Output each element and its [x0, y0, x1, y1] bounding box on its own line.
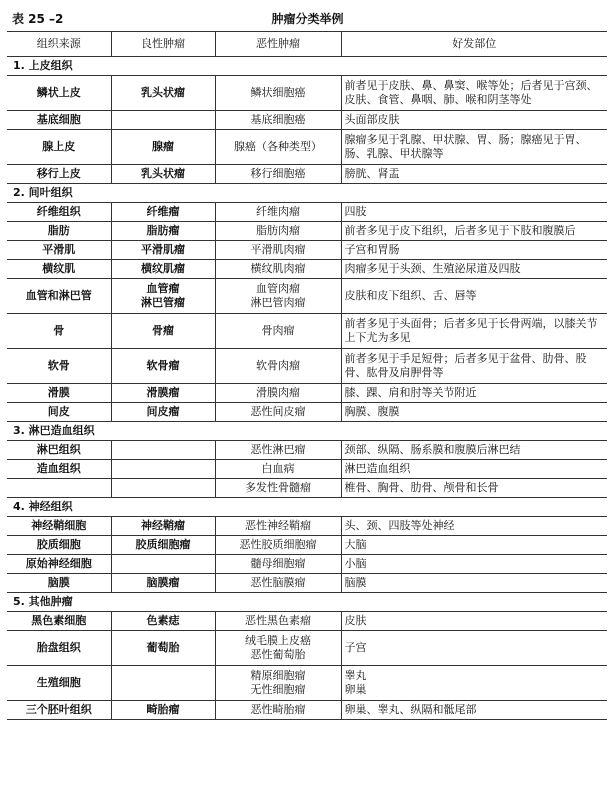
table-row: [7, 314, 607, 349]
table-row: [7, 701, 607, 720]
malignant-name: 髓母细胞瘤: [250, 557, 306, 570]
malignant-cell: [215, 76, 341, 111]
malignant-name: 基底细胞癌: [250, 113, 306, 126]
malignant-cell: [215, 314, 341, 349]
malignant-name: 移行细胞癌: [250, 167, 306, 180]
origin-cell: 三个胚叶组织: [7, 701, 111, 720]
malignant-name: 纤维肉瘤: [256, 205, 300, 218]
benign-name: 纤维瘤: [146, 205, 180, 218]
benign-cell: [111, 241, 215, 260]
group-row: [7, 422, 607, 441]
malignant-cell: [215, 203, 341, 222]
malignant-cell: [215, 701, 341, 720]
origin-cell: 胶质细胞: [7, 536, 111, 555]
site-text: 小脑: [344, 557, 367, 570]
benign-cell: [111, 517, 215, 536]
sites-cell: [341, 701, 607, 720]
malignant-name: 恶性畸胎瘤: [250, 703, 306, 716]
table-row: [7, 555, 607, 574]
benign-name: 骨瘤: [152, 324, 174, 337]
site-text: 头、颈、四肢等处神经: [344, 519, 455, 532]
benign-name: 乳头状瘤: [141, 86, 185, 99]
header-origin: 组织来源: [7, 32, 111, 57]
table-row: [7, 130, 607, 165]
benign-cell: [111, 666, 215, 701]
malignant-name: 恶性黑色素瘤: [245, 614, 311, 627]
malignant-cell: [215, 666, 341, 701]
site-text: 皮肤和皮下组织、舌、唇等: [344, 289, 477, 302]
sites-cell: [341, 517, 607, 536]
sites-cell: [341, 460, 607, 479]
group-label: 3. 淋巴造血组织: [7, 422, 607, 441]
malignant-cell: [215, 631, 341, 666]
table-row: [7, 403, 607, 422]
table-row: [7, 241, 607, 260]
malignant-cell: [215, 403, 341, 422]
origin-cell: 基底细胞: [7, 111, 111, 130]
benign-cell: [111, 111, 215, 130]
sites-cell: [341, 349, 607, 384]
malignant-name: 滑膜肉瘤: [256, 386, 300, 399]
malignant-name: 软骨肉瘤: [256, 359, 300, 372]
malignant-cell: [215, 517, 341, 536]
origin-cell: 腺上皮: [7, 130, 111, 165]
malignant-name: 多发性骨髓瘤: [245, 481, 311, 494]
site-text: 子宫: [344, 641, 367, 654]
origin-cell: [7, 479, 111, 498]
site-text: 头面部皮肤: [344, 113, 400, 126]
sites-cell: [341, 612, 607, 631]
origin-cell: 生殖细胞: [7, 666, 111, 701]
benign-cell: [111, 203, 215, 222]
site-text: 前者见于皮肤、鼻、鼻窦、喉等处；后者见于宫颈、皮肤、食管、鼻咽、肺、喉和阴茎等处: [344, 79, 598, 106]
malignant-cell: [215, 460, 341, 479]
table-row: [7, 479, 607, 498]
malignant-cell: [215, 165, 341, 184]
malignant-cell: [215, 479, 341, 498]
benign-name: 淋巴管瘤: [141, 296, 185, 309]
origin-cell: 血管和淋巴管: [7, 279, 111, 314]
benign-cell: [111, 76, 215, 111]
benign-name: 横纹肌瘤: [141, 262, 185, 275]
benign-cell: [111, 479, 215, 498]
table-row: [7, 460, 607, 479]
benign-cell: [111, 165, 215, 184]
group-row: [7, 498, 607, 517]
benign-cell: [111, 460, 215, 479]
benign-name: 葡萄胎: [146, 641, 180, 654]
sites-cell: [341, 403, 607, 422]
sites-cell: [341, 441, 607, 460]
benign-name: 软骨瘤: [146, 359, 180, 372]
table-row: [7, 111, 607, 130]
benign-cell: [111, 403, 215, 422]
site-text: 淋巴造血组织: [344, 462, 411, 475]
malignant-name: 脂肪肉瘤: [256, 224, 300, 237]
malignant-name: 无性细胞瘤: [250, 683, 306, 696]
site-text: 前者多见于手足短骨；后者多见于盆骨、肋骨、股骨、肱骨及肩胛骨等: [344, 352, 587, 379]
table-title: 肿瘤分类举例: [271, 12, 344, 26]
site-text: 四肢: [344, 205, 367, 218]
malignant-name: 平滑肌肉瘤: [250, 243, 306, 256]
malignant-cell: [215, 349, 341, 384]
benign-cell: [111, 631, 215, 666]
site-text: 前者多见于皮下组织，后者多见于下肢和腹膜后: [344, 224, 576, 237]
origin-cell: 横纹肌: [7, 260, 111, 279]
header-sites: 好发部位: [341, 32, 607, 57]
malignant-name: 绒毛膜上皮癌: [245, 634, 311, 647]
sites-cell: [341, 314, 607, 349]
group-label: 5. 其他肿瘤: [7, 593, 607, 612]
malignant-name: 恶性胶质细胞瘤: [239, 538, 317, 551]
table-row: [7, 222, 607, 241]
benign-cell: [111, 279, 215, 314]
benign-name: 畸胎瘤: [146, 703, 180, 716]
origin-cell: 脑膜: [7, 574, 111, 593]
sites-cell: [341, 631, 607, 666]
sites-cell: [341, 222, 607, 241]
origin-cell: 骨: [7, 314, 111, 349]
benign-name: 血管瘤: [146, 282, 180, 295]
origin-cell: 平滑肌: [7, 241, 111, 260]
site-text: 膀胱、肾盂: [344, 167, 400, 180]
benign-name: 脑膜瘤: [146, 576, 180, 589]
benign-name: 神经鞘瘤: [141, 519, 185, 532]
benign-name: 腺瘤: [152, 140, 174, 153]
table-row: [7, 574, 607, 593]
malignant-name: 恶性淋巴瘤: [250, 443, 306, 456]
sites-cell: [341, 384, 607, 403]
benign-cell: [111, 574, 215, 593]
group-row: [7, 593, 607, 612]
table-row: [7, 517, 607, 536]
benign-name: 滑膜瘤: [146, 386, 180, 399]
malignant-name: 恶性神经鞘瘤: [245, 519, 311, 532]
sites-cell: [341, 203, 607, 222]
benign-cell: [111, 349, 215, 384]
malignant-cell: [215, 260, 341, 279]
table-row: [7, 536, 607, 555]
benign-cell: [111, 612, 215, 631]
table-row: [7, 76, 607, 111]
site-text: 皮肤: [344, 614, 367, 627]
malignant-cell: [215, 111, 341, 130]
benign-cell: [111, 384, 215, 403]
sites-cell: [341, 574, 607, 593]
malignant-name: 腺癌（各种类型）: [234, 140, 322, 153]
malignant-name: 横纹肌肉瘤: [250, 262, 306, 275]
table-caption: [0, 10, 615, 28]
table-number: 表 25 –2: [12, 12, 64, 26]
benign-cell: [111, 260, 215, 279]
malignant-cell: [215, 441, 341, 460]
site-text: 椎骨、胸骨、肋骨、颅骨和长骨: [344, 481, 499, 494]
table-row: [7, 260, 607, 279]
benign-name: 乳头状瘤: [141, 167, 185, 180]
header-row: [7, 32, 607, 57]
benign-name: 胶质细胞瘤: [135, 538, 191, 551]
origin-cell: 原始神经细胞: [7, 555, 111, 574]
sites-cell: [341, 165, 607, 184]
malignant-name: 淋巴管肉瘤: [250, 296, 306, 309]
origin-cell: 纤维组织: [7, 203, 111, 222]
table-row: [7, 666, 607, 701]
sites-cell: [341, 536, 607, 555]
site-text: 膝、踝、肩和肘等关节附近: [344, 386, 477, 399]
benign-cell: [111, 555, 215, 574]
origin-cell: 间皮: [7, 403, 111, 422]
origin-cell: 鳞状上皮: [7, 76, 111, 111]
site-text: 前者多见于头面骨；后者多见于长骨两端，以膝关节上下尤为多见: [344, 317, 598, 344]
benign-name: 平滑肌瘤: [141, 243, 185, 256]
sites-cell: [341, 555, 607, 574]
malignant-name: 白血病: [261, 462, 295, 475]
group-label: 4. 神经组织: [7, 498, 607, 517]
benign-cell: [111, 130, 215, 165]
site-text: 子宫和胃肠: [344, 243, 400, 256]
malignant-name: 鳞状细胞癌: [250, 86, 306, 99]
malignant-name: 恶性间皮瘤: [250, 405, 306, 418]
group-row: [7, 57, 607, 76]
group-label: 2. 间叶组织: [7, 184, 607, 203]
sites-cell: [341, 76, 607, 111]
benign-cell: [111, 222, 215, 241]
malignant-cell: [215, 574, 341, 593]
site-text: 颈部、纵隔、肠系膜和腹膜后淋巴结: [344, 443, 521, 456]
benign-name: 间皮瘤: [146, 405, 180, 418]
origin-cell: 造血组织: [7, 460, 111, 479]
sites-cell: [341, 479, 607, 498]
origin-cell: 脂肪: [7, 222, 111, 241]
benign-cell: [111, 536, 215, 555]
origin-cell: 胎盘组织: [7, 631, 111, 666]
malignant-cell: [215, 555, 341, 574]
malignant-cell: [215, 536, 341, 555]
site-text: 卵巢、睾丸、纵隔和骶尾部: [344, 703, 477, 716]
origin-cell: 移行上皮: [7, 165, 111, 184]
tumor-classification-table: [7, 31, 607, 720]
malignant-name: 精原细胞瘤: [250, 669, 306, 682]
header-benign: 良性肿瘤: [111, 32, 215, 57]
malignant-cell: [215, 130, 341, 165]
sites-cell: [341, 111, 607, 130]
malignant-cell: [215, 222, 341, 241]
origin-cell: 淋巴组织: [7, 441, 111, 460]
malignant-cell: [215, 279, 341, 314]
site-text: 脑膜: [344, 576, 367, 589]
table-row: [7, 612, 607, 631]
malignant-name: 骨肉瘤: [261, 324, 295, 337]
table-row: [7, 165, 607, 184]
benign-name: 色素痣: [146, 614, 180, 627]
malignant-name: 血管肉瘤: [256, 282, 300, 295]
table-row: [7, 441, 607, 460]
sites-cell: [341, 260, 607, 279]
origin-cell: 软骨: [7, 349, 111, 384]
origin-cell: 黑色素细胞: [7, 612, 111, 631]
sites-cell: [341, 130, 607, 165]
site-text: 大脑: [344, 538, 367, 551]
table-row: [7, 631, 607, 666]
table-row: [7, 279, 607, 314]
sites-cell: [341, 279, 607, 314]
malignant-cell: [215, 384, 341, 403]
site-text: 睾丸: [344, 669, 367, 682]
benign-cell: [111, 314, 215, 349]
malignant-name: 恶性葡萄胎: [250, 648, 306, 661]
site-text: 胸膜、腹膜: [344, 405, 400, 418]
table-row: [7, 203, 607, 222]
group-label: 1. 上皮组织: [7, 57, 607, 76]
site-text: 腺瘤多见于乳腺、甲状腺、胃、肠；腺癌见于胃、肠、乳腺、甲状腺等: [344, 133, 587, 160]
malignant-name: 恶性脑膜瘤: [250, 576, 306, 589]
malignant-cell: [215, 241, 341, 260]
benign-name: 脂肪瘤: [146, 224, 180, 237]
malignant-cell: [215, 612, 341, 631]
origin-cell: 滑膜: [7, 384, 111, 403]
group-row: [7, 184, 607, 203]
origin-cell: 神经鞘细胞: [7, 517, 111, 536]
table-row: [7, 349, 607, 384]
benign-cell: [111, 441, 215, 460]
table-body: [7, 57, 607, 720]
header-malignant: 恶性肿瘤: [215, 32, 341, 57]
table-row: [7, 384, 607, 403]
site-text: 卵巢: [344, 683, 367, 696]
sites-cell: [341, 666, 607, 701]
sites-cell: [341, 241, 607, 260]
site-text: 肉瘤多见于头颈、生殖泌尿道及四肢: [344, 262, 521, 275]
benign-cell: [111, 701, 215, 720]
